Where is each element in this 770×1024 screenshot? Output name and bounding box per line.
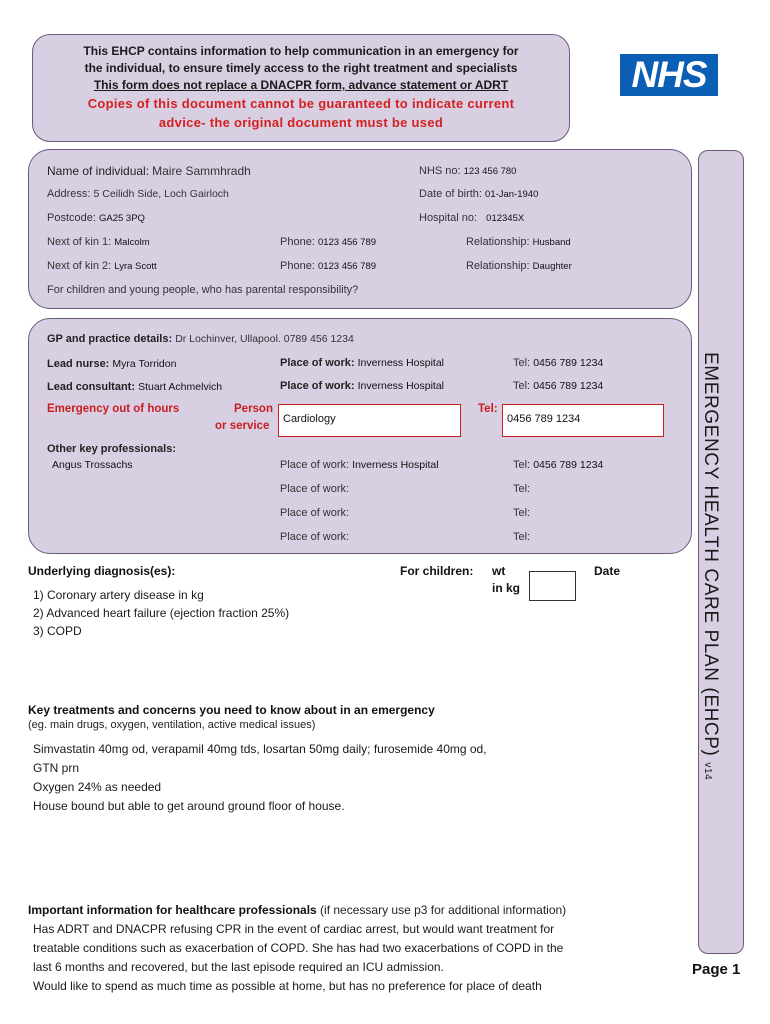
ooh-tel-label: Tel: [478,403,498,415]
important-line-1: Has ADRT and DNACPR refusing CPR in the event of cardiac arrest, but would want treatment for [33,922,555,936]
weight-input[interactable] [529,571,576,601]
side-title-main: EMERGENCY HEALTH CARE PLAN (EHCP) [700,352,721,757]
other-work-label-1: Place of work: [280,459,350,471]
nok2-rel-value: Daughter [532,261,572,272]
other-tel-label-1: Tel: [513,459,531,471]
important-heading: Important information for healthcare professionals [28,903,317,917]
parental-question: For children and young people, who has parental responsibility? [47,284,359,296]
header-line-3: This form does not replace a DNACPR form, advance statement or ADRT [93,78,509,92]
gp-label: GP and practice details: [47,333,173,345]
nok1-rel-value: Husband [532,237,571,248]
important-line-4: Would like to spend as much time as possible at home, but has no preference for place of death [33,979,542,993]
date-label: Date [594,564,621,578]
consultant-tel-value: 0456 789 1234 [533,380,604,392]
consultant-work-value: Inverness Hospital [357,380,445,392]
other-tel-label-3: Tel: [513,507,531,519]
nok2-row [47,260,157,272]
diagnosis-label: Underlying diagnosis(es): [28,564,176,578]
consultant-tel-row [513,380,603,392]
nok2-phone-value: 0123 456 789 [317,261,377,272]
header-line-2: the individual, to ensure timely access to the right treatment and specialists [84,61,518,75]
other-work-row-1 [280,459,439,471]
gp-row [47,333,354,345]
consultant-label: Lead consultant: [47,381,136,393]
other-work-label-4: Place of work: [280,531,350,543]
other-name: Angus Trossachs [52,459,133,471]
nurse-value: Myra Torridon [112,358,177,370]
nurse-tel-row [513,357,603,369]
consultant-tel-label: Tel: [513,380,531,392]
nhs-value: 123 456 780 [463,166,517,177]
postcode-row [47,212,145,224]
person-label-1: Person [234,403,273,415]
treatments-sub: (eg. main drugs, oxygen, ventilation, active medical issues) [28,719,316,731]
header-warning-1: Copies of this document cannot be guaranteed to indicate current [87,96,515,111]
dob-row [419,188,538,200]
nok1-rel-label: Relationship: [466,236,530,248]
hospital-label: Hospital no: [419,212,478,224]
consultant-row [47,381,222,393]
consultant-value: Stuart Achmelvich [138,381,223,393]
ooh-service-field[interactable]: Cardiology [278,404,461,437]
treatment-line-4: House bound but able to get around ground floor of house. [33,799,345,813]
consultant-work-label: Place of work: [280,380,355,392]
gp-value: Dr Lochinver, Ullapool. 0789 456 1234 [175,333,354,345]
other-tel-row-1 [513,459,603,471]
name-label: Name of individual: [47,164,150,178]
side-title [699,352,721,780]
other-work-label-2: Place of work: [280,483,350,495]
other-work-value-1: Inverness Hospital [352,459,439,471]
other-tel-value-1: 0456 789 1234 [533,459,604,471]
dob-label: Date of birth: [419,188,482,200]
ooh-label: Emergency out of hours [47,403,180,415]
nurse-work-label: Place of work: [280,357,355,369]
header-notice-box [32,34,570,142]
address-label: Address: [47,188,91,200]
other-tel-label-2: Tel: [513,483,531,495]
treatment-line-2: GTN prn [33,761,80,775]
wt-label-2: in kg [492,581,521,595]
side-title-version: v14 [702,762,713,781]
diagnosis-item-2: 2) Advanced heart failure (ejection fraction 25%) [33,606,290,620]
name-row [47,164,251,178]
nurse-tel-value: 0456 789 1234 [533,357,604,369]
nurse-label: Lead nurse: [47,358,110,370]
nok2-phone-label: Phone: [280,260,315,272]
diagnosis-item-1: 1) Coronary artery disease in kg [33,588,204,602]
children-label: For children: [400,564,474,578]
consultant-work-row [280,380,444,392]
hospital-row [419,212,524,224]
nok1-phone-row [280,236,376,248]
nok2-label: Next of kin 2: [47,260,112,272]
nok1-phone-value: 0123 456 789 [317,237,377,248]
nok1-label: Next of kin 1: [47,236,112,248]
address-row [47,188,229,200]
nok2-rel-row [466,260,572,272]
nhs-label: NHS no: [419,165,461,177]
hospital-value: 012345X [486,213,525,224]
dob-value: 01-Jan-1940 [485,189,539,200]
nok1-value: Malcolm [114,237,150,248]
header-line-1: This EHCP contains information to help communication in an emergency for [83,44,519,58]
other-label: Other key professionals: [47,443,176,455]
page-number: Page 1 [692,961,741,978]
important-line-3: last 6 months and recovered, but the last episode required an ICU admission. [33,960,444,974]
person-label-2: or service [215,420,270,432]
nok2-phone-row [280,260,376,272]
treatment-line-1: Simvastatin 40mg od, verapamil 40mg tds, losartan 50mg daily; furosemide 40mg od, [33,742,487,756]
address-value: 5 Ceilidh Side, Loch Gairloch [93,188,229,200]
nok1-rel-row [466,236,571,248]
nok1-row [47,236,150,248]
nhs-row [419,165,516,177]
important-heading-row [28,903,566,917]
postcode-label: Postcode: [47,212,96,224]
nhs-logo: NHS [620,54,718,96]
treatment-line-3: Oxygen 24% as needed [33,780,162,794]
nurse-work-row [280,357,444,369]
nok2-rel-label: Relationship: [466,260,530,272]
important-heading-note: (if necessary use p3 for additional information) [316,903,567,917]
other-work-label-3: Place of work: [280,507,350,519]
header-warning-2: advice- the original document must be used [158,115,444,130]
nurse-work-value: Inverness Hospital [357,357,445,369]
postcode-value: GA25 3PQ [98,213,145,224]
diagnosis-item-3: 3) COPD [33,624,82,638]
other-tel-label-4: Tel: [513,531,531,543]
treatments-heading: Key treatments and concerns you need to know about in an emergency [28,703,435,717]
ooh-tel-field[interactable]: 0456 789 1234 [502,404,664,437]
important-line-2: treatable conditions such as exacerbation of COPD. She has had two exacerbations of COPD in the [33,941,564,955]
wt-label-1: wt [492,564,506,578]
nurse-row [47,358,176,370]
name-value: Maire Sammhradh [152,164,251,178]
nok1-phone-label: Phone: [280,236,315,248]
nok2-value: Lyra Scott [114,261,157,272]
nurse-tel-label: Tel: [513,357,531,369]
